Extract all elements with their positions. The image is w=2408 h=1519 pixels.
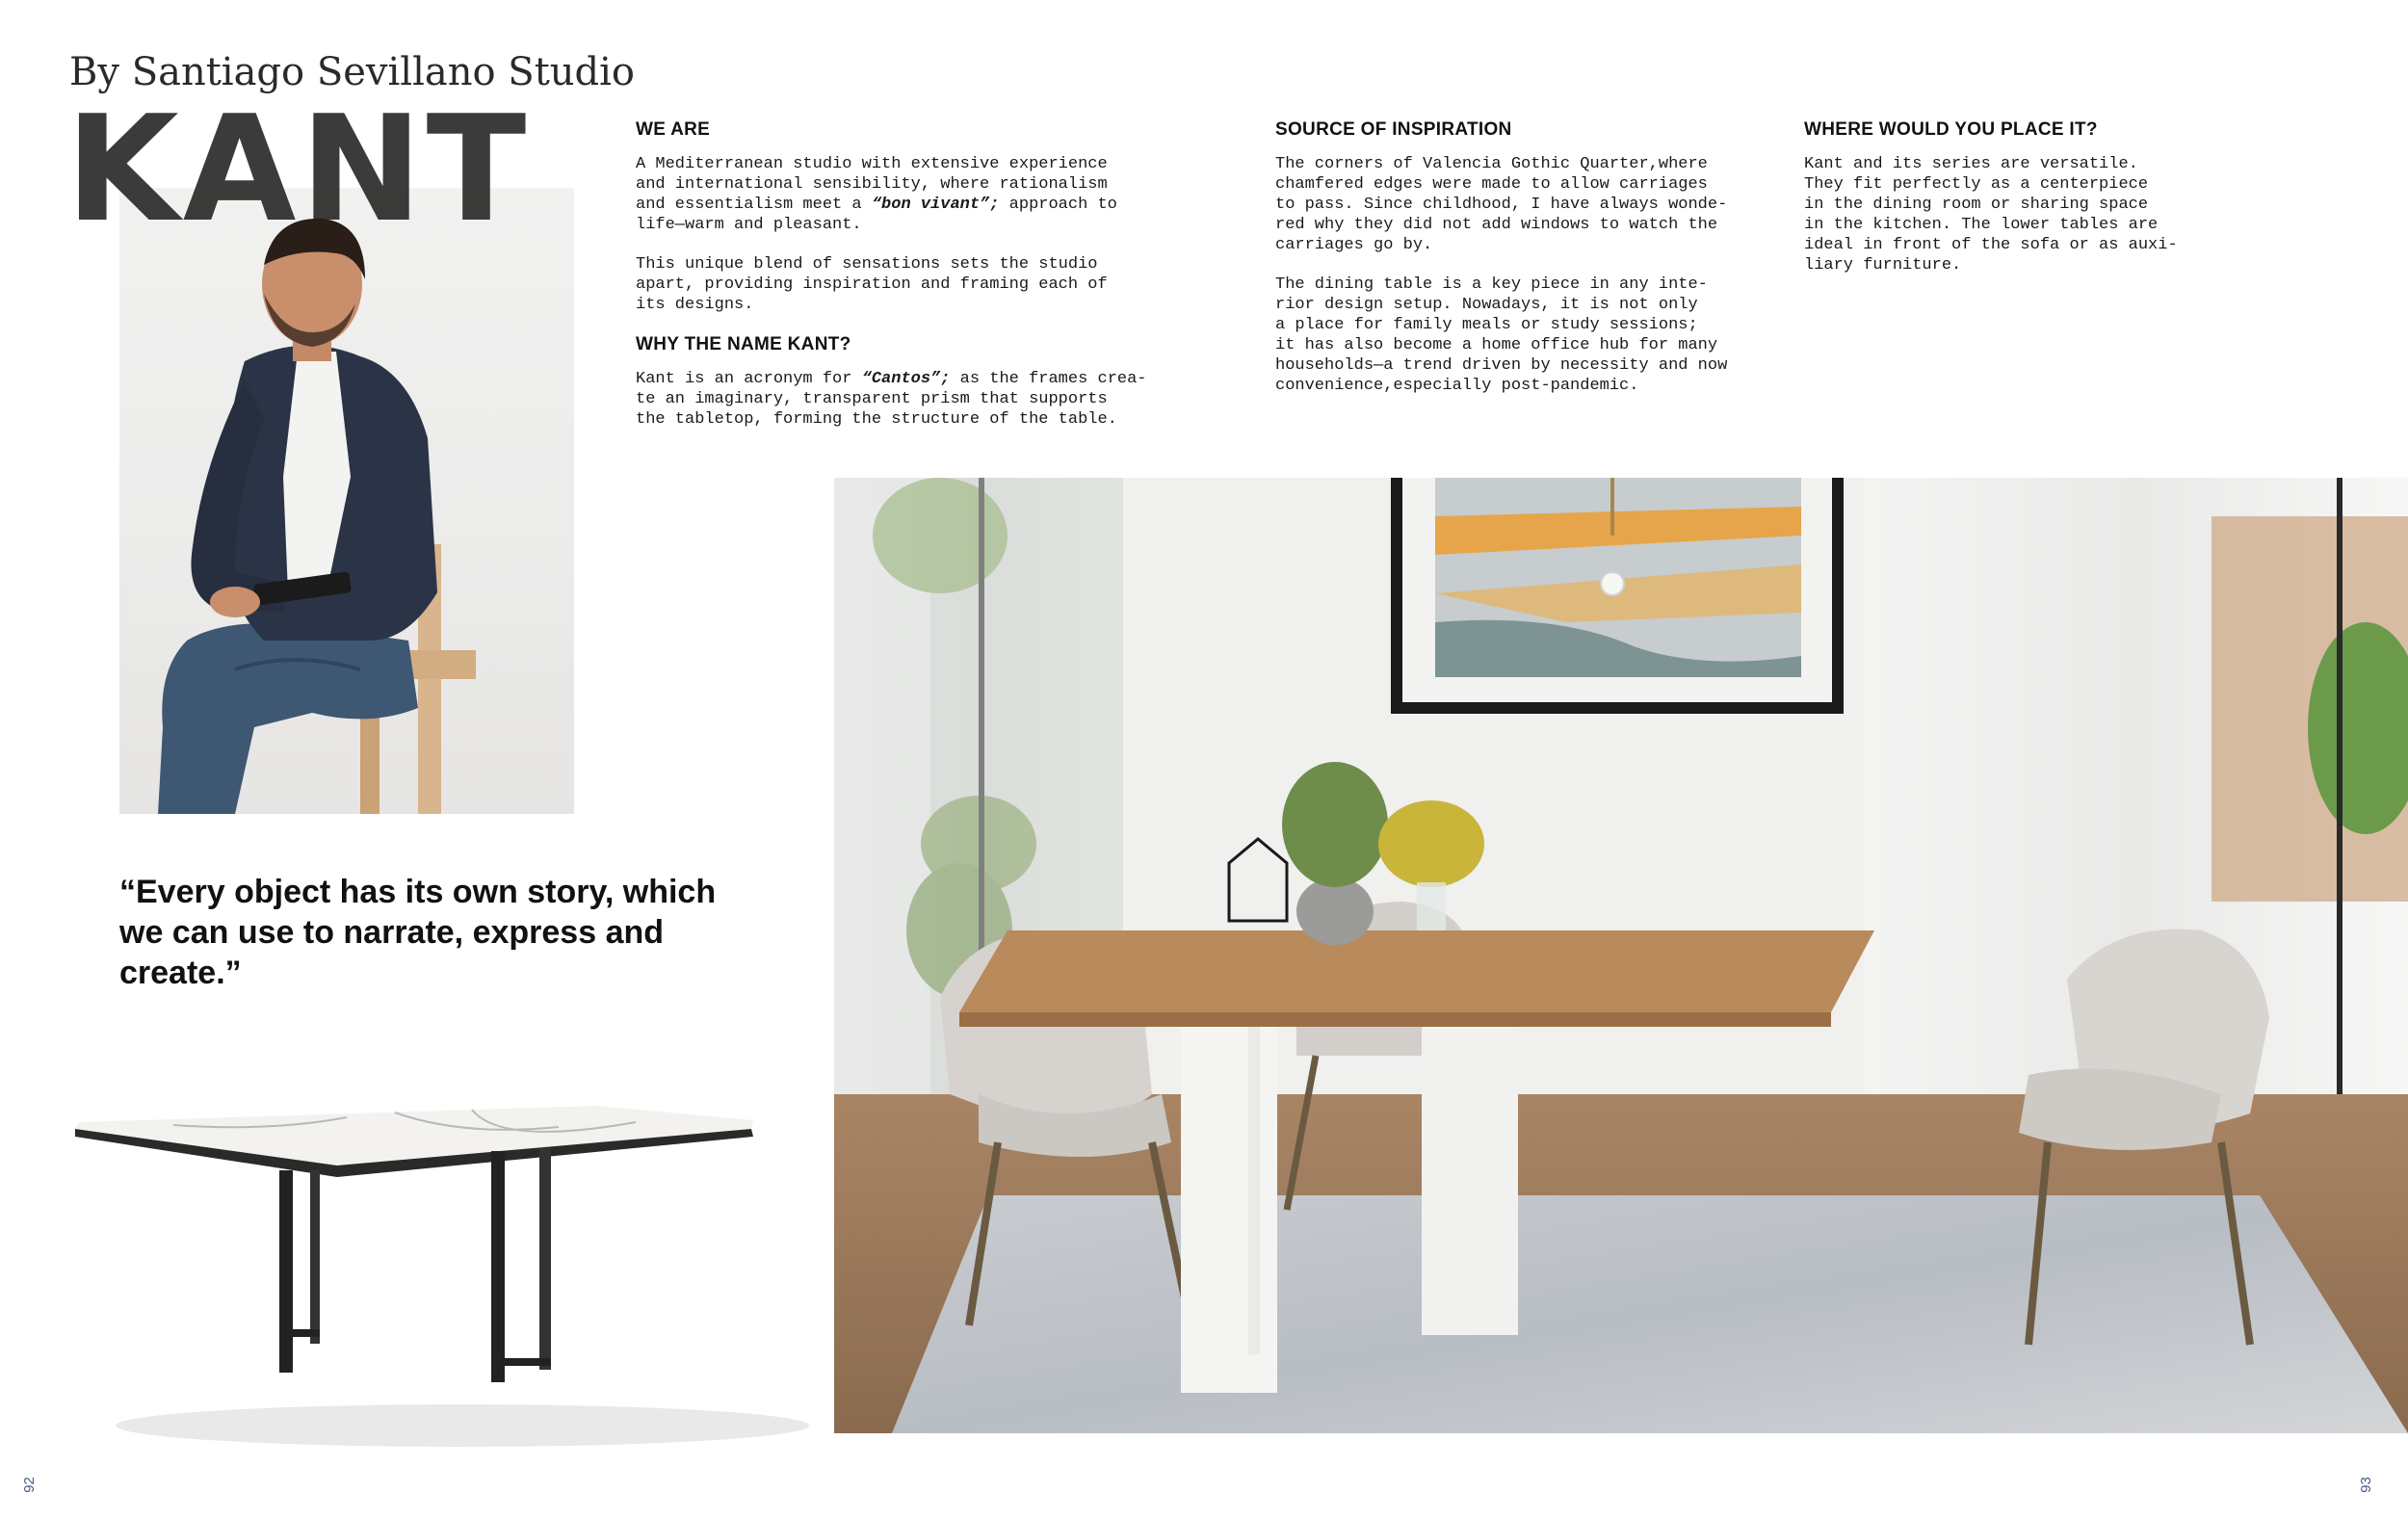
source-heading: SOURCE OF INSPIRATION xyxy=(1275,119,1512,140)
we-are-heading: WE ARE xyxy=(636,119,711,140)
column-source-of-inspiration xyxy=(1275,119,1776,415)
we-are-paragraph-1 xyxy=(636,154,1175,235)
we-are-line-3a: and essentialism meet a xyxy=(636,196,872,214)
dining-room-photo xyxy=(834,478,2408,1433)
page-number-right: 93 xyxy=(2357,1477,2374,1493)
where-paragraph: Kant and its series are versatile. They fit perfectly as a centerpiece in the dining room or sharing space in the kitchen. The lower tables are ideal in front of the sofa or as auxi- liary furniture. xyxy=(1804,155,2178,275)
where-heading: WHERE WOULD YOU PLACE IT? xyxy=(1804,119,2098,140)
source-paragraph-2: The dining table is a key piece in any inte- rior design setup. Nowadays, it is not only a place for family meals or study sessions; it has also become a home office hub for many households—a trend driven by necessity and now convenience,especially post-pandemic. xyxy=(1275,275,1728,395)
why-name-heading: WHY THE NAME KANT? xyxy=(636,334,851,354)
page-number-left: 92 xyxy=(20,1477,38,1493)
source-paragraph-1: The corners of Valencia Gothic Quarter,where chamfered edges were made to allow carriages to pass. Since childhood, I have always wonde- red why they did not add windows to watch the carriages go by. xyxy=(1275,155,1728,254)
column-we-are xyxy=(636,119,1175,449)
we-are-paragraph-2: This unique blend of sensations sets the studio apart, providing inspiration and framing each of its designs. xyxy=(636,255,1108,314)
we-are-line-3c: approach to xyxy=(999,196,1117,214)
bon-vivant-emphasis: “bon vivant”; xyxy=(871,196,1000,214)
we-are-line-4: life—warm and pleasant. xyxy=(636,216,862,234)
we-are-line-1: A Mediterranean studio with extensive experience xyxy=(636,155,1108,173)
why-line-1a: Kant is an acronym for xyxy=(636,370,862,388)
kant-table-product-photo xyxy=(58,1040,809,1454)
why-name-paragraph xyxy=(636,369,1175,430)
why-line-3: the tabletop, forming the structure of the table. xyxy=(636,410,1117,429)
we-are-line-2: and international sensibility, where rationalism xyxy=(636,175,1108,194)
brand-wordmark: KANT xyxy=(65,84,531,254)
cantos-emphasis: “Cantos”; xyxy=(861,370,951,388)
why-line-2: te an imaginary, transparent prism that supports xyxy=(636,390,1108,408)
designer-portrait-photo xyxy=(119,188,574,814)
designer-quote: “Every object has its own story, which we can use to narrate, express and create.” xyxy=(119,874,717,991)
byline: By Santiago Sevillano Studio xyxy=(69,50,636,94)
column-where-place xyxy=(1804,119,2247,295)
why-line-1c: as the frames crea- xyxy=(950,370,1147,388)
